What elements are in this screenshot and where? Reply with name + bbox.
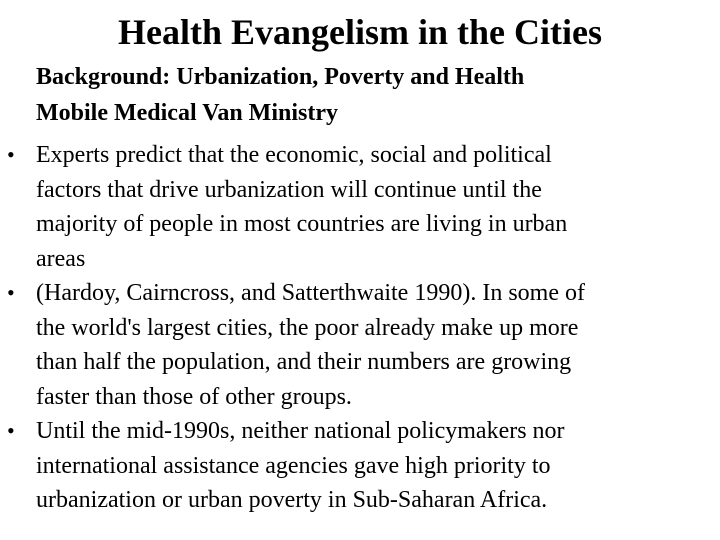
bullet-item	[0, 276, 700, 414]
bullet-line: factors that drive urbanization will continue until the	[36, 176, 542, 203]
bullet-line: urbanization or urban poverty in Sub-Saharan Africa.	[36, 487, 548, 513]
slide-title: Health Evangelism in the Cities	[118, 12, 602, 52]
bullet-line: than half the population, and their numbers are growing	[36, 349, 572, 375]
subheading-background: Background: Urbanization, Poverty and Health	[36, 64, 525, 90]
bullet-item	[0, 414, 700, 518]
bullet-line: Until the mid-1990s, neither national policymakers nor	[36, 418, 565, 444]
bullet-line: the world's largest cities, the poor already make up more	[36, 314, 579, 341]
bullet-line: areas	[36, 245, 86, 272]
bullet-item	[0, 138, 700, 276]
bullet-list	[0, 138, 700, 518]
bullet-line: (Hardoy, Cairncross, and Satterthwaite 1990). In some of	[36, 280, 585, 306]
bullet-line: international assistance agencies gave high priority to	[36, 452, 551, 479]
bullet-icon: •	[7, 418, 15, 443]
bullet-line: faster than those of other groups.	[36, 383, 352, 410]
bullet-icon: •	[7, 142, 15, 167]
bullet-line: Experts predict that the economic, social and political	[36, 142, 552, 168]
subheadings	[36, 59, 524, 131]
bullet-line: majority of people in most countries are living in urban	[36, 211, 568, 237]
subheading-mobile-van: Mobile Medical Van Ministry	[36, 100, 338, 126]
bullet-icon: •	[7, 280, 15, 305]
